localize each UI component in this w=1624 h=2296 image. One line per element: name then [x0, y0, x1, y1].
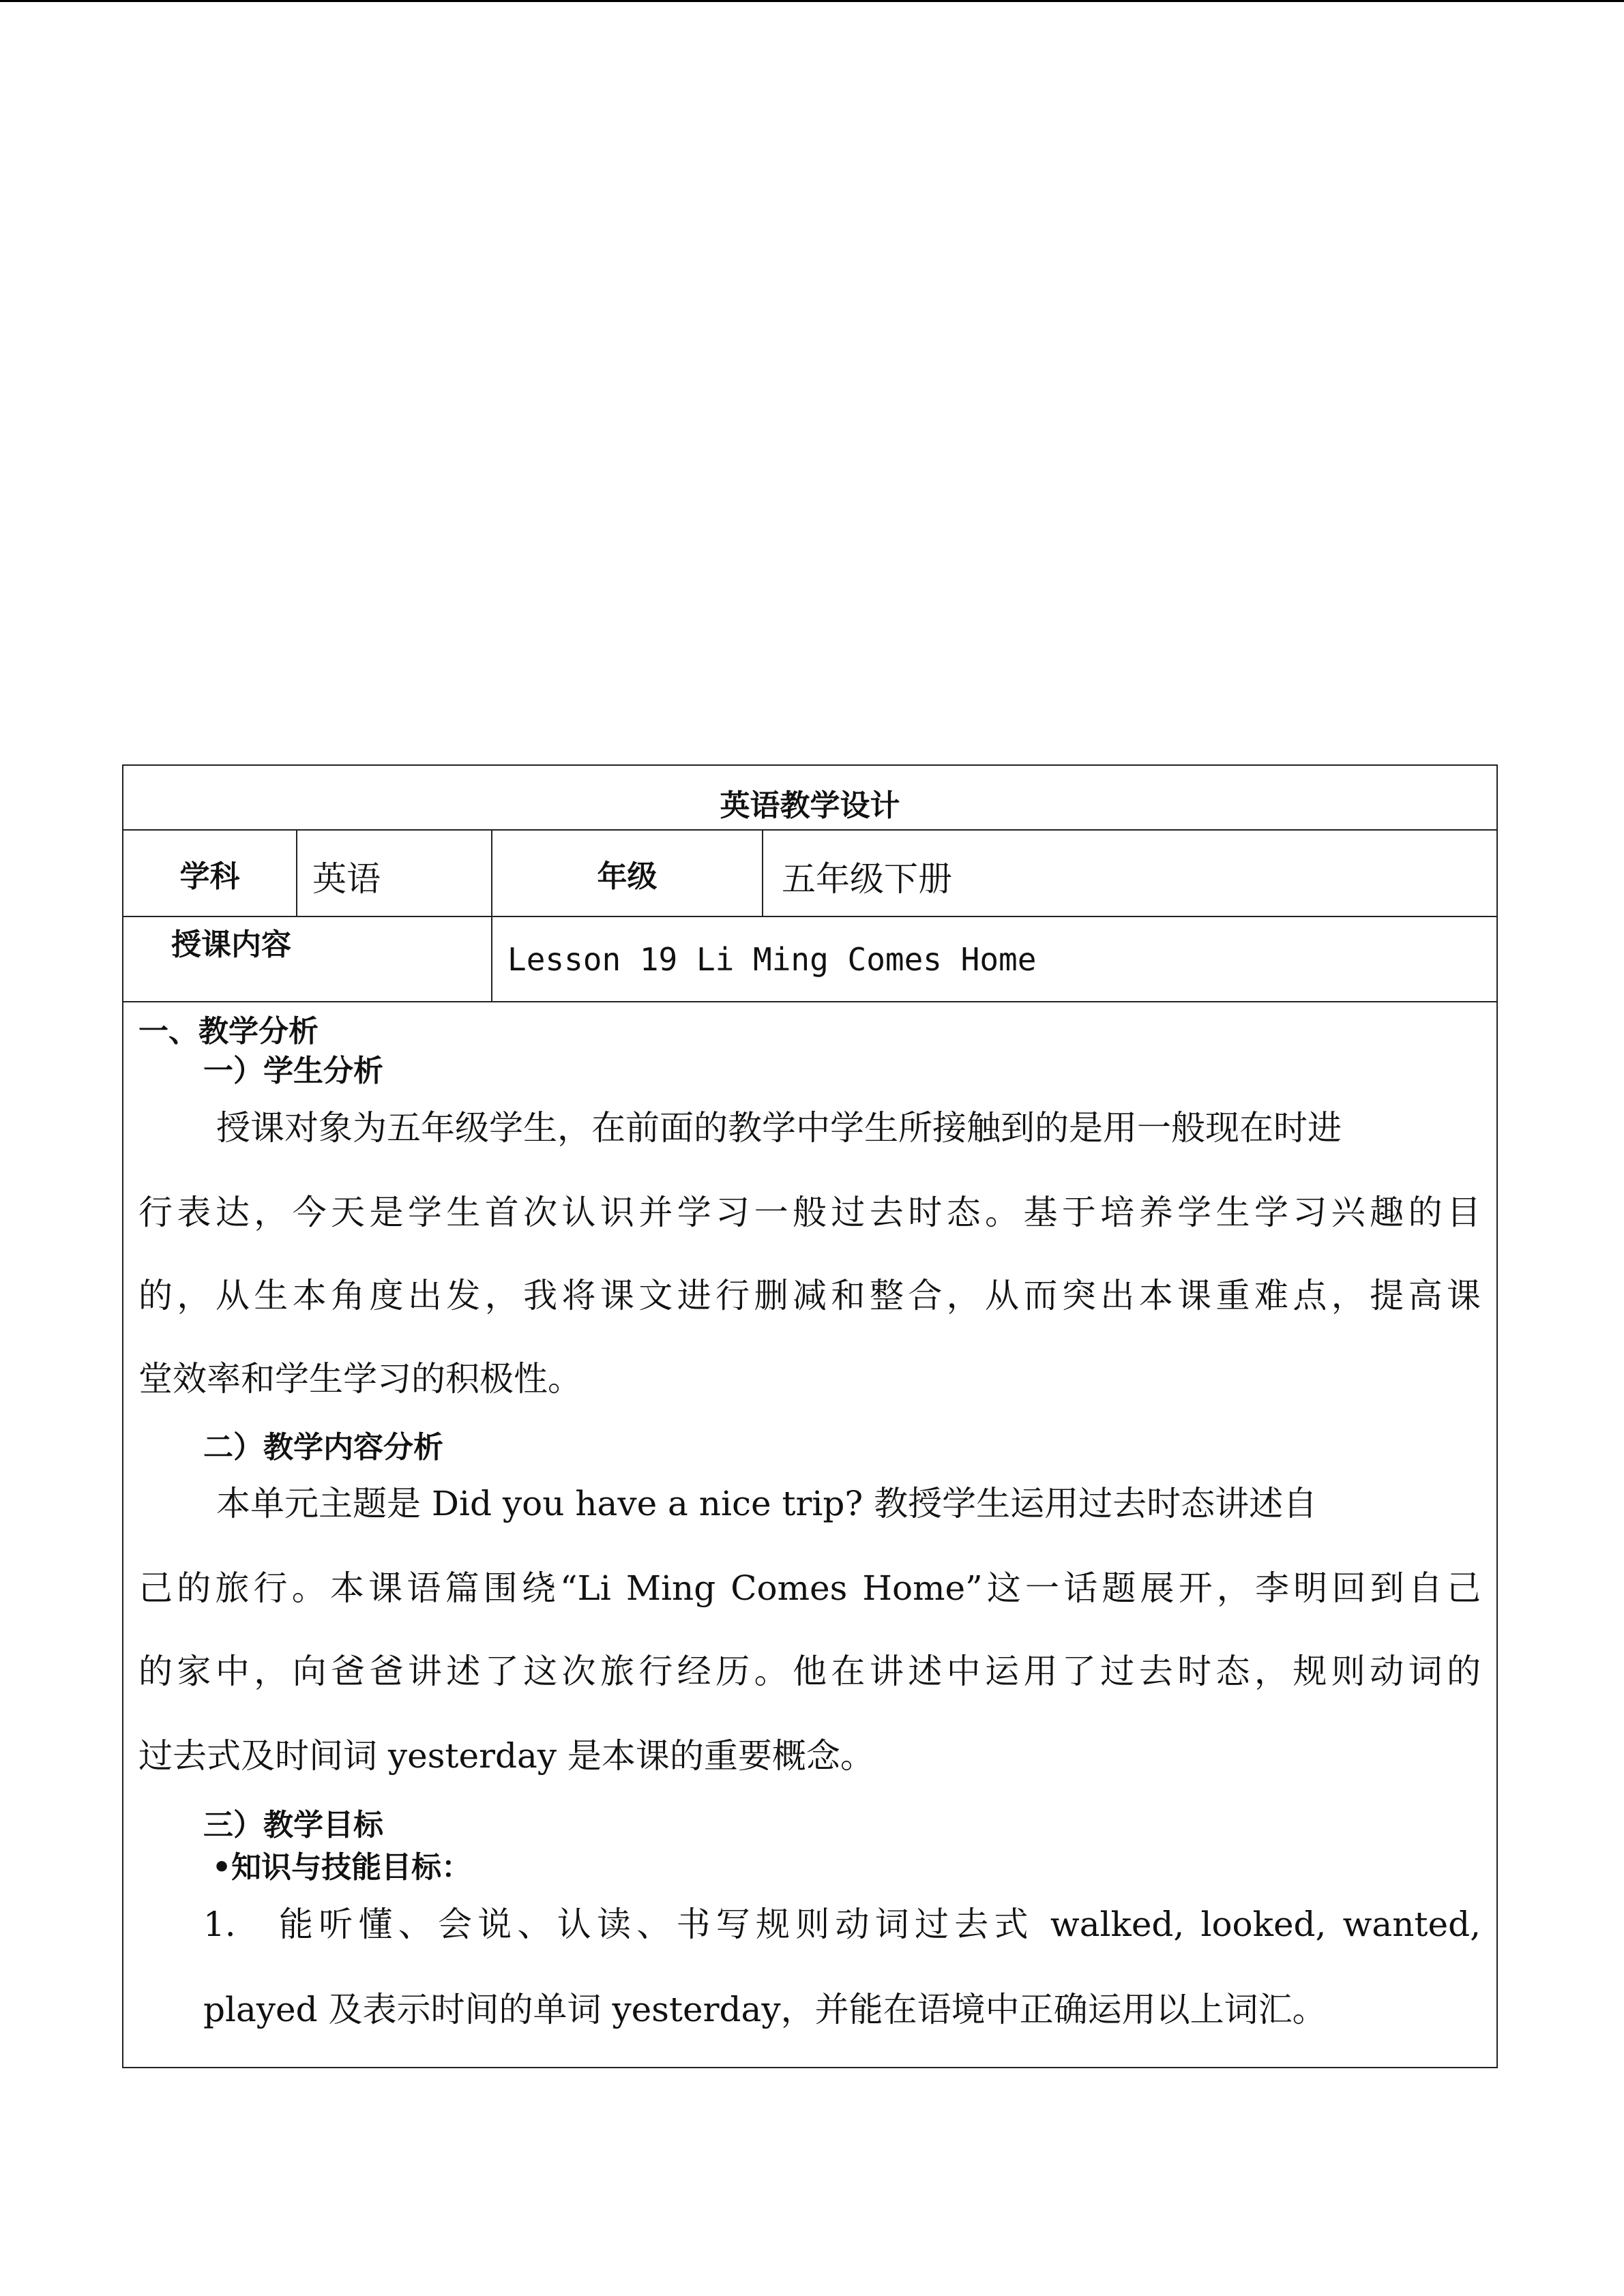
content-label-cell: [123, 917, 492, 1001]
subject-value: 英语: [312, 859, 381, 899]
subject-label: 学科: [179, 859, 240, 894]
objectives-heading: 三）教学目标: [203, 1808, 383, 1843]
section-heading: 一、教学分析: [138, 1014, 319, 1049]
paragraph-line: 己的旅行。本课语篇围绕“Li Ming Comes Home”这一话题展开，李明回到自己: [138, 1568, 1481, 1608]
paragraph-line: 本单元主题是 Did you have a nice trip? 教授学生运用过去时态讲述自: [216, 1484, 1318, 1523]
content-label: 授课内容: [171, 927, 291, 962]
table-title-row: [123, 766, 1496, 831]
objective-number: 1.: [203, 1905, 236, 1944]
grade-value: 五年级下册: [782, 859, 952, 899]
subject-label-cell: [123, 831, 297, 916]
lesson-title: Lesson 19 Li Ming Comes Home: [507, 941, 1037, 978]
table-title: 英语教学设计: [720, 788, 900, 823]
page-top-border: [0, 0, 1624, 2]
grade-value-cell: [763, 831, 1496, 916]
subject-value-cell: [297, 831, 492, 916]
paragraph-line: 行表达，今天是学生首次认识并学习一般过去时态。基于培养学生学习兴趣的目: [138, 1193, 1481, 1232]
content-analysis-heading: 二）教学内容分析: [203, 1430, 443, 1465]
grade-label-cell: [492, 831, 763, 916]
objective-text-line: played 及表示时间的单词 yesterday，并能在语境中正确运用以上词汇。: [203, 1990, 1327, 2029]
student-analysis-heading: 一）学生分析: [203, 1054, 383, 1088]
paragraph-line: 的家中，向爸爸讲述了这次旅行经历。他在讲述中运用了过去时态，规则动词的: [138, 1652, 1481, 1691]
paragraph-line: 的，从生本角度出发，我将课文进行删减和整合，从而突出本课重难点，提高课: [138, 1276, 1481, 1315]
lesson-design-table: [122, 764, 1498, 2068]
content-value-cell: [492, 917, 1496, 1001]
paragraph-line: 堂效率和学生学习的积极性。: [138, 1359, 582, 1399]
knowledge-skills-subheading: •知识与技能目标：: [212, 1850, 472, 1885]
grade-label: 年级: [597, 859, 658, 894]
objective-text-line: 能听懂、会说、认读、书写规则动词过去式 walked, looked, wanted,: [279, 1905, 1481, 1944]
paragraph-line: 过去式及时间词 yesterday 是本课的重要概念。: [138, 1736, 874, 1776]
lesson-content-row: [123, 917, 1496, 1002]
subject-grade-row: [123, 831, 1496, 917]
paragraph-line: 授课对象为五年级学生，在前面的教学中学生所接触到的是用一般现在时进: [216, 1108, 1342, 1148]
